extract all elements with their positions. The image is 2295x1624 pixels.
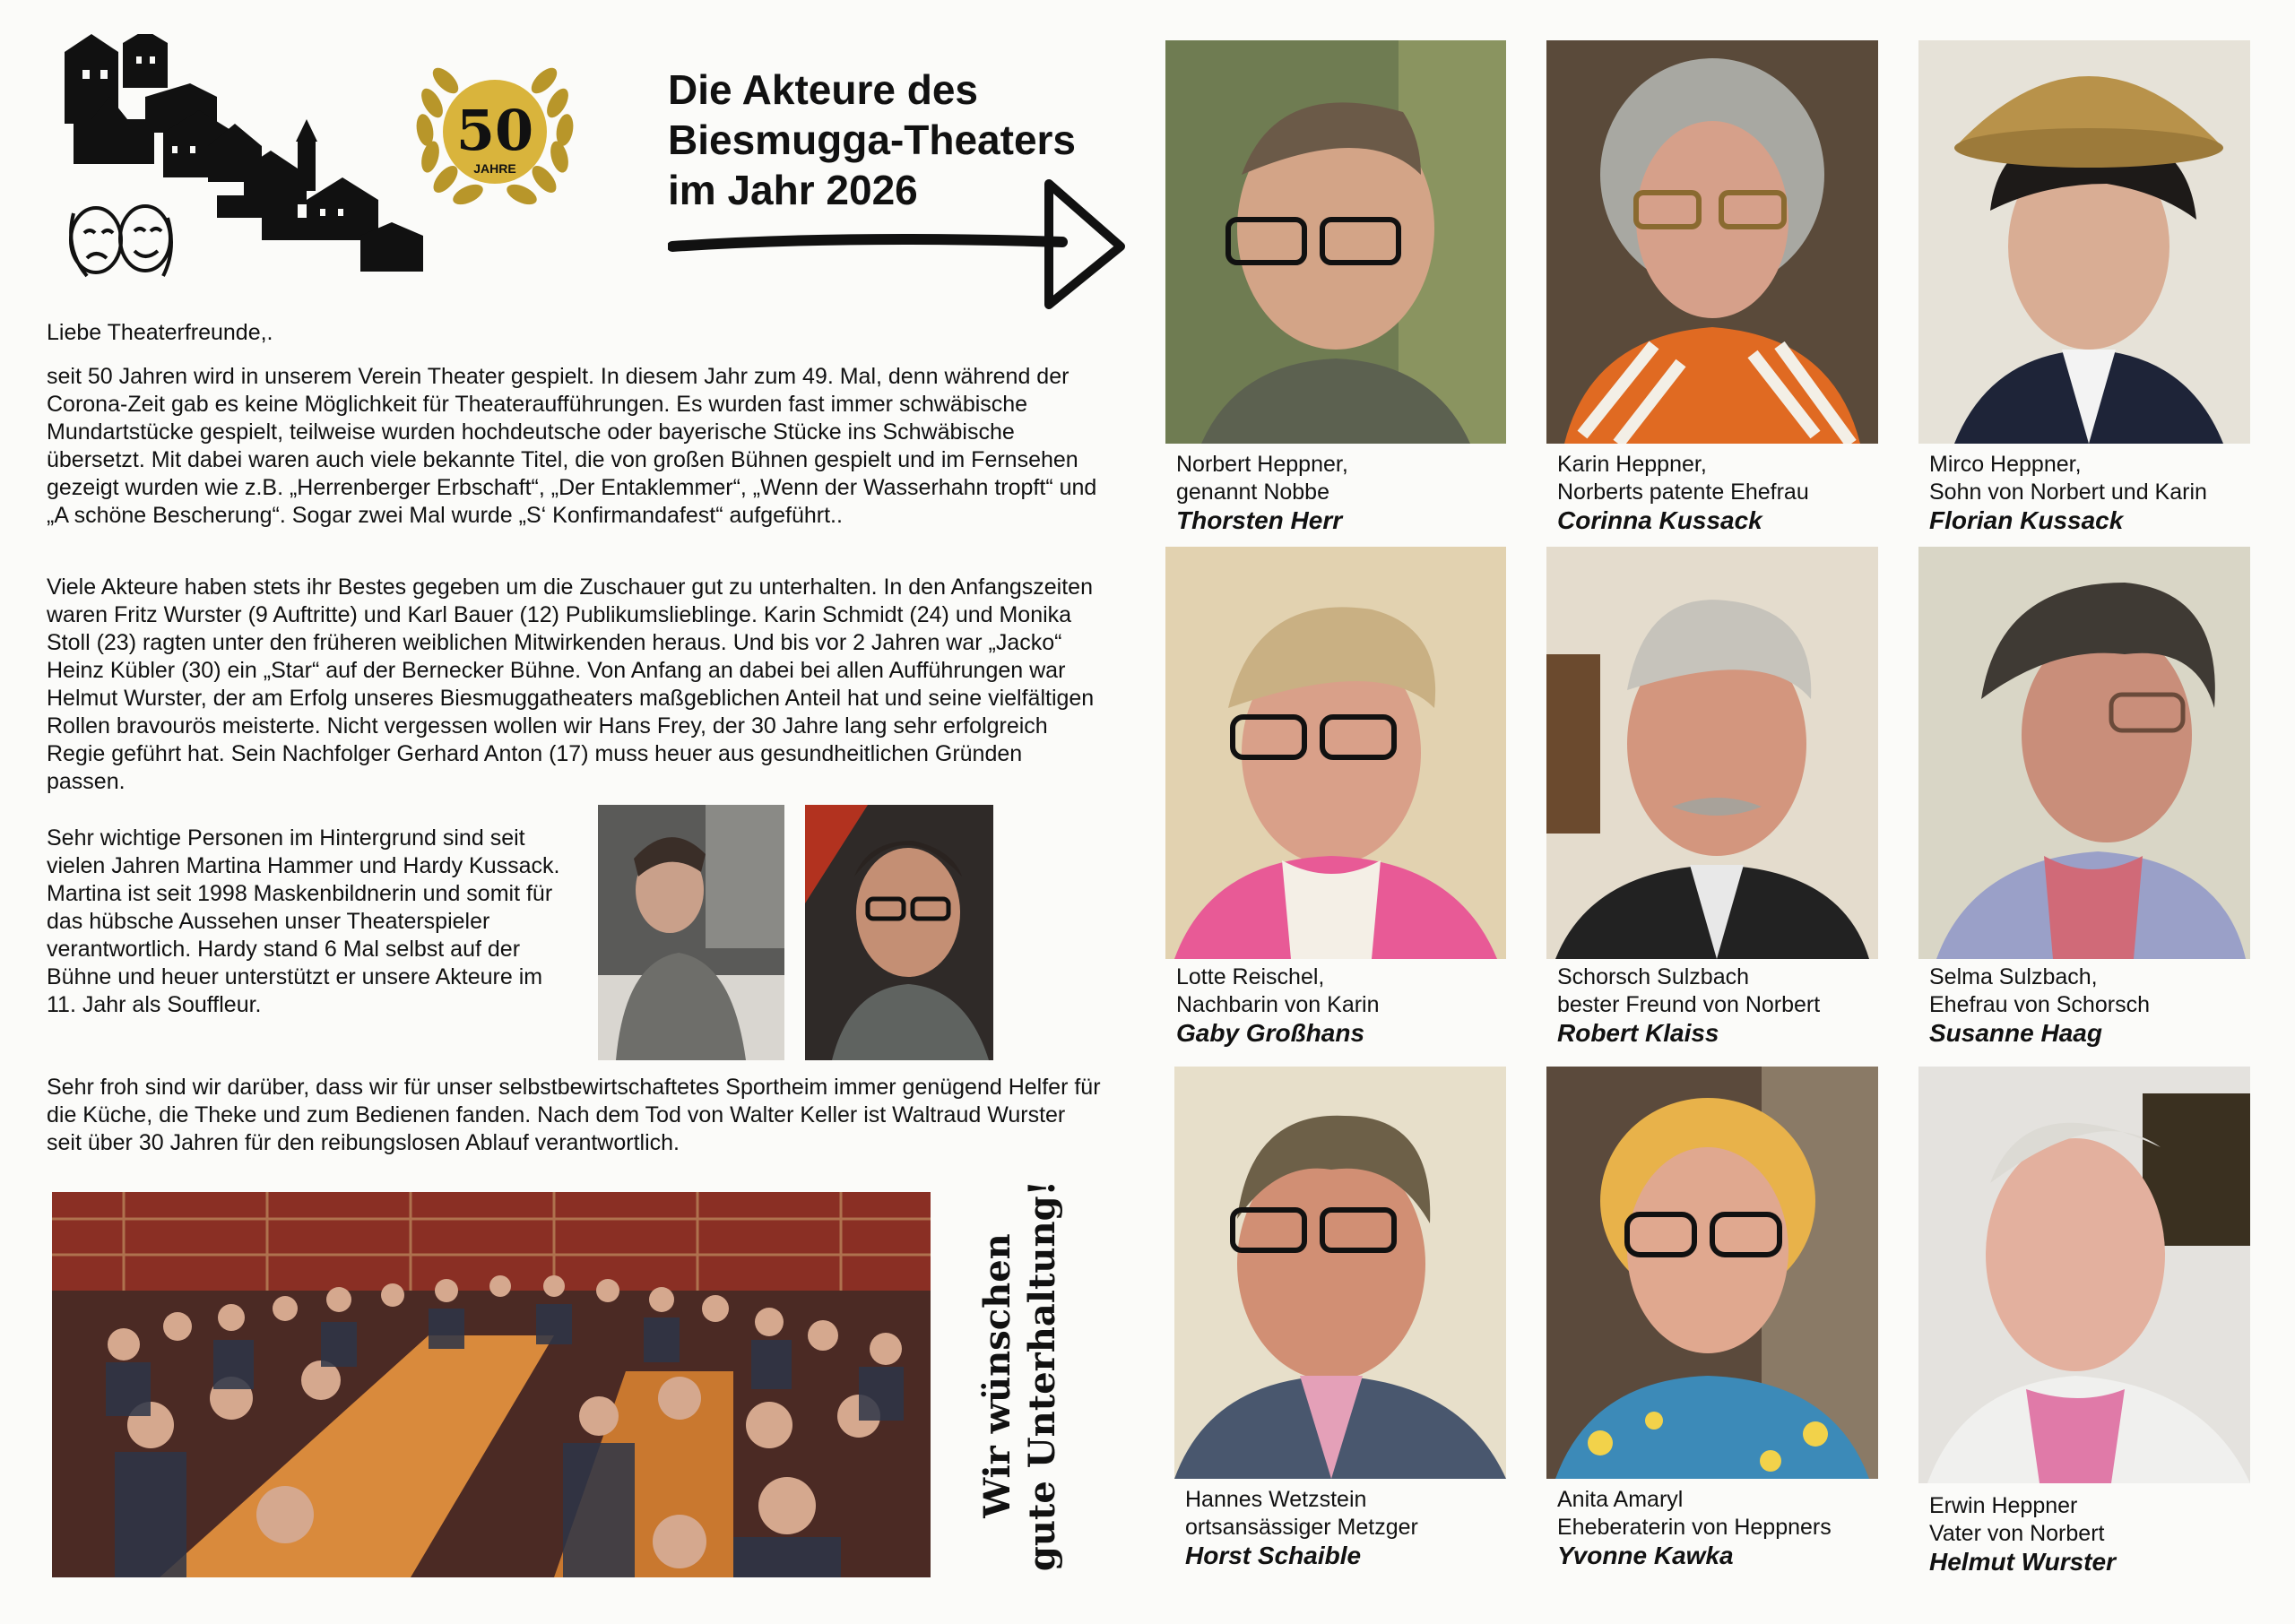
cast-role: Anita Amaryl xyxy=(1557,1487,1684,1512)
cast-role: Erwin Heppner xyxy=(1929,1493,2078,1518)
cast-role-description: Sohn von Norbert und Karin xyxy=(1929,479,2207,505)
cast-photo xyxy=(1546,1067,1878,1479)
cast-card xyxy=(1546,547,1878,1053)
cast-role-description: genannt Nobbe xyxy=(1176,479,1329,505)
cast-role: Norbert Heppner, xyxy=(1176,452,1348,477)
cast-role-description: ortsansässiger Metzger xyxy=(1185,1515,1418,1540)
cast-role-description: Eheberaterin von Heppners xyxy=(1557,1515,1832,1540)
cast-actor: Corinna Kussack xyxy=(1557,506,1762,534)
letter-paragraph-1: seit 50 Jahren wird in unserem Verein Theater gespielt. In diesem Jahr zum 49. Mal, denn während der Corona-Zeit gab es keine Möglichkeit für Theateraufführungen. Es wurden fast immer schwäbische Mundartstücke gespielt, teilweise wurden hochdeutsche oder bayerische Stücke ins Schwäbische übersetzt. Mit dabei waren auch viele bekannte Titel, die von großen Bühnen gespielt und im Fernsehen gezeigt wurden wie z.B. „Herrenberger Erbschaft“, „Der Entaklemmer“, „Wenn der Wasserhahn tropft“ und „A schöne Bescherung“. Sogar zwei Mal wurde „S‘ Konfirmandafest“ aufgeführt.. xyxy=(47,364,1097,528)
photo-makeup-artist xyxy=(598,805,784,1060)
cast-role: Hannes Wetzstein xyxy=(1185,1487,1367,1512)
cast-actor: Florian Kussack xyxy=(1929,506,2124,534)
cast-role-description: Nachbarin von Karin xyxy=(1176,992,1380,1017)
cast-role: Mirco Heppner, xyxy=(1929,452,2082,477)
wish-line: Wir wünschen xyxy=(976,1233,1018,1518)
cast-card xyxy=(1918,40,2250,542)
cast-actor: Helmut Wurster xyxy=(1929,1548,2116,1576)
photo-audience xyxy=(52,1192,931,1577)
cast-actor: Susanne Haag xyxy=(1929,1019,2102,1047)
village-skyline-logo xyxy=(56,34,432,294)
letter-paragraph-4: Sehr froh sind wir darüber, dass wir für unser selbstbewirtschaftetes Sportheim immer genügend Helfer für die Küche, die Theke und zum Bedienen fanden. Nach dem Tod von Walter Keller ist Waltraud Wurster seit über 30 Jahren für den reibungslosen Ablauf verantwortlich. xyxy=(47,1075,1101,1155)
anniversary-label: JAHRE xyxy=(473,161,516,176)
cast-actor: Yvonne Kawka xyxy=(1557,1542,1734,1569)
cast-role: Selma Sulzbach, xyxy=(1929,964,2098,989)
cast-photo xyxy=(1165,547,1506,959)
cast-photo xyxy=(1546,40,1878,444)
letter-paragraph-2: Viele Akteure haben stets ihr Bestes gegeben um die Zuschauer gut zu unterhalten. In den Anfangszeiten waren Fritz Wurster (9 Auftritte) und Karl Bauer (12) Publikumslieblinge. Karin Schmidt (24) und Monika Stoll (23) ragten unter den früheren weiblichen Mitwirkenden heraus. Und bis vor 2 Jahren war „Jacko“ Heinz Kübler (30) ein „Star“ auf der Bernecker Bühne. Von Anfang an dabei bei allen Aufführungen war Helmut Wurster, der am Erfolg unseres Biesmuggatheaters maßgeblichen Anteil hat und seine vielfältigen Rollen bravourös meisterte. Nicht vergessen wollen wir Hans Frey, der 30 Jahre lang sehr erfolgreich Regie geführt hat. Sein Nachfolger Gerhard Anton (17) muss heuer aus gesundheitlichen Gründen passen. xyxy=(47,574,1095,794)
arrow-right-icon xyxy=(668,179,1125,314)
closing-wish xyxy=(975,1165,1074,1586)
letter-greeting: Liebe Theaterfreunde,. xyxy=(47,320,273,345)
cast-card xyxy=(1165,547,1506,1053)
cast-role: Lotte Reischel, xyxy=(1176,964,1325,989)
cast-photo xyxy=(1165,40,1506,444)
cast-photo xyxy=(1174,1067,1506,1479)
cast-role: Karin Heppner, xyxy=(1557,452,1707,477)
cast-card xyxy=(1546,40,1878,542)
letter-paragraph-3: Sehr wichtige Personen im Hintergrund sind seit vielen Jahren Martina Hammer und Hardy Kussack. Martina ist seit 1998 Maskenbildnerin und somit für das hübsche Aussehen unser Theaterspieler verantwortlich. Hardy stand 6 Mal selbst auf der Bühne und heuer unterstützt er unsere Akteure im 11. Jahr als Souffleur. xyxy=(47,825,560,1017)
cast-role: Schorsch Sulzbach xyxy=(1557,964,1750,989)
anniversary-number: 50 xyxy=(455,98,534,163)
cast-photo xyxy=(1918,1067,2250,1483)
title-line: Die Akteure des xyxy=(668,66,978,113)
cast-photo xyxy=(1546,547,1878,959)
anniversary-50-badge xyxy=(405,49,585,211)
cast-card xyxy=(1918,1067,2250,1582)
cast-card xyxy=(1546,1067,1878,1582)
cast-actor: Robert Klaiss xyxy=(1557,1019,1719,1047)
wish-line: gute Unterhaltung! xyxy=(1021,1179,1063,1572)
cast-actor: Gaby Großhans xyxy=(1176,1019,1365,1047)
title-line: Biesmugga-Theaters xyxy=(668,117,1077,163)
cast-actor: Thorsten Herr xyxy=(1176,506,1343,534)
cast-photo xyxy=(1918,547,2250,959)
photo-souffleur xyxy=(805,805,993,1060)
cast-photo xyxy=(1918,40,2250,444)
cast-role-description: bester Freund von Norbert xyxy=(1557,992,1821,1017)
cast-role-description: Norberts patente Ehefrau xyxy=(1557,479,1809,505)
cast-role-description: Ehefrau von Schorsch xyxy=(1929,992,2150,1017)
cast-role-description: Vater von Norbert xyxy=(1929,1521,2105,1546)
cast-actor: Horst Schaible xyxy=(1185,1542,1362,1569)
cast-card xyxy=(1918,547,2250,1053)
cast-card xyxy=(1165,40,1506,542)
cast-card xyxy=(1174,1067,1506,1582)
title-line: im Jahr 2026 xyxy=(668,167,918,213)
